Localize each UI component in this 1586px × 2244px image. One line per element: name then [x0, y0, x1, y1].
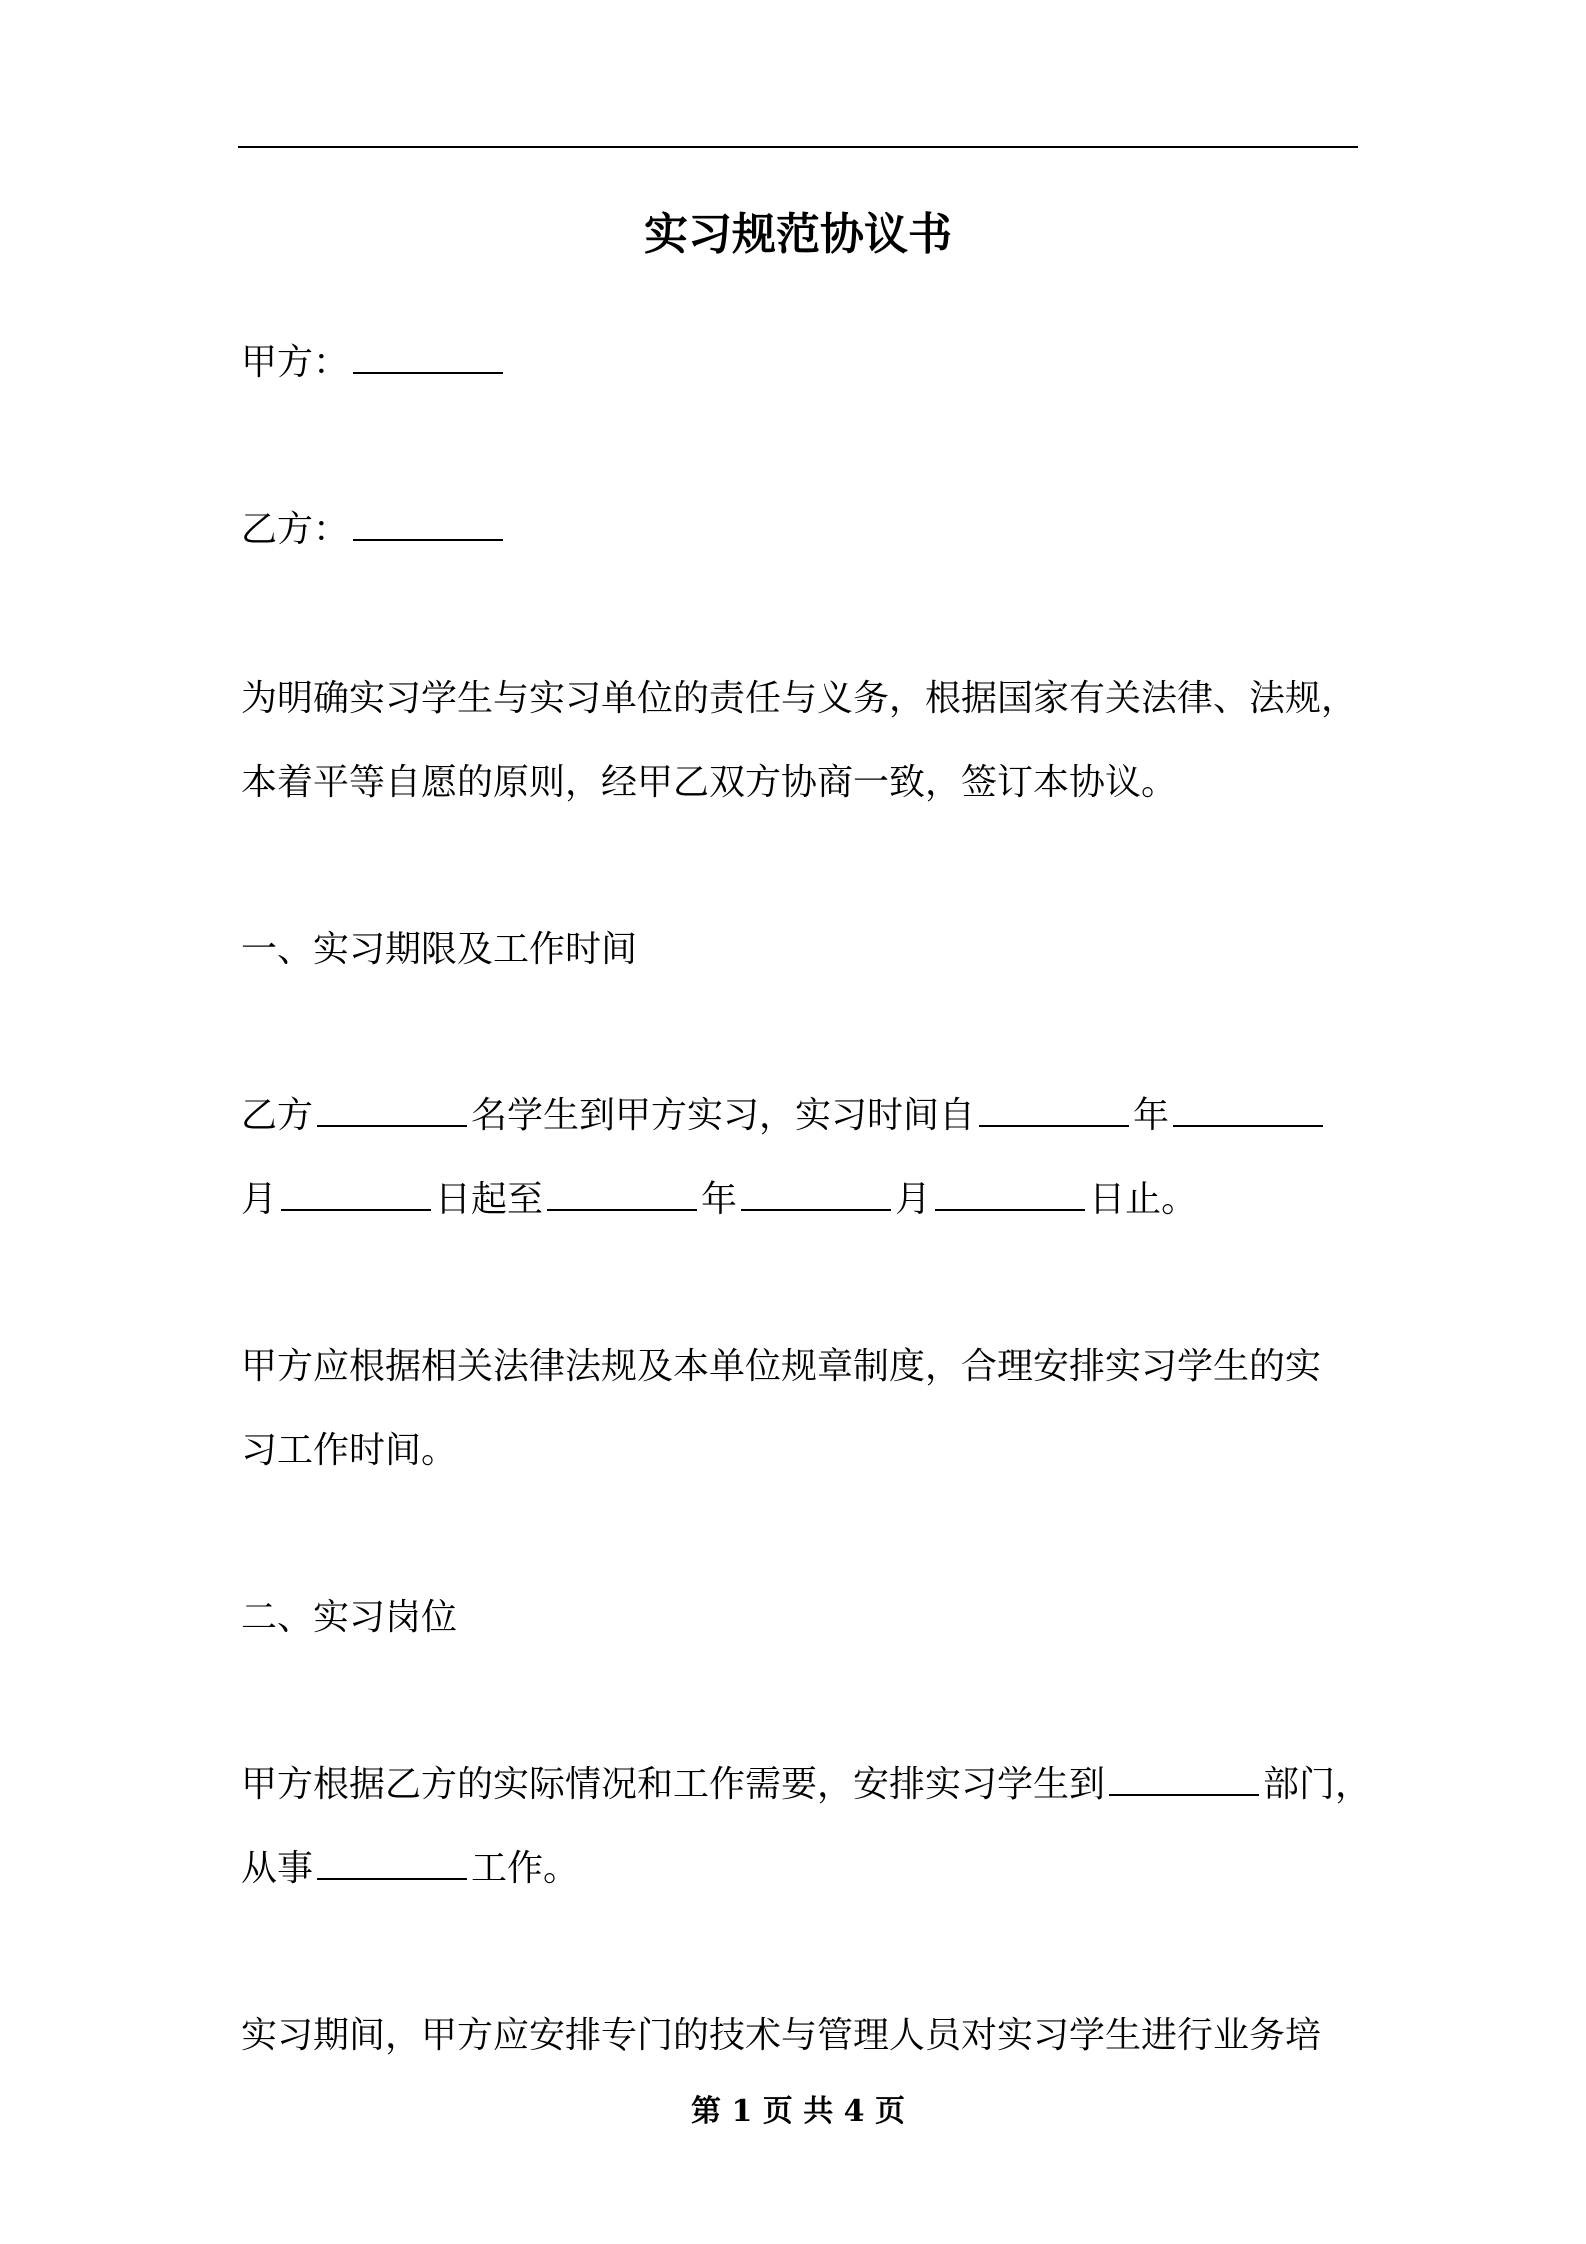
s2p2-text-a: 从事	[241, 1848, 314, 1889]
section-1-heading: 一、实习期限及工作时间	[241, 929, 638, 970]
end-day-blank	[935, 1179, 1085, 1211]
s1p1-text-c: 年	[1133, 1095, 1170, 1136]
student-count-blank	[317, 1095, 467, 1127]
section-1-paragraph-1-line-2	[241, 1170, 1401, 1230]
s2p1-text-a: 甲方根据乙方的实际情况和工作需要，安排实习学生到	[241, 1764, 1106, 1805]
department-blank	[1109, 1764, 1259, 1796]
start-year-blank	[979, 1095, 1129, 1127]
party-a-line	[241, 333, 1401, 393]
s1p1-text-b: 名学生到甲方实习，实习时间自	[471, 1095, 976, 1136]
s1p2-text-e: 日止。	[1089, 1179, 1198, 1220]
s1p2-text-c: 年	[701, 1179, 738, 1220]
start-month-blank	[1173, 1095, 1323, 1127]
job-blank	[317, 1848, 467, 1880]
s1p2-text-d: 月	[895, 1179, 932, 1220]
party-b-label: 乙方：	[241, 509, 350, 550]
section-2-heading: 二、实习岗位	[241, 1597, 458, 1638]
section-1-paragraph-1-line-1	[241, 1086, 1401, 1146]
s2p1-text-b: 部门，	[1263, 1764, 1372, 1805]
s2p2-text-b: 工作。	[471, 1848, 580, 1889]
party-a-blank	[353, 342, 503, 374]
section-1-paragraph-2-line-1: 甲方应根据相关法律法规及本单位规章制度，合理安排实习学生的实	[241, 1346, 1322, 1387]
preamble-line-2: 本着平等自愿的原则，经甲乙双方协商一致，签订本协议。	[241, 762, 1178, 803]
s1p2-text-b: 日起至	[435, 1179, 544, 1220]
party-a-label: 甲方：	[241, 342, 350, 383]
header-rule	[238, 146, 1358, 148]
document-title: 实习规范协议书	[644, 209, 952, 260]
section-2-paragraph-1-line-1	[241, 1755, 1401, 1815]
end-month-blank	[741, 1179, 891, 1211]
end-year-blank	[547, 1179, 697, 1211]
section-1-paragraph-2-line-2: 习工作时间。	[241, 1430, 458, 1471]
section-2-paragraph-2-line-1: 实习期间，甲方应安排专门的技术与管理人员对实习学生进行业务培	[241, 2015, 1322, 2056]
s1p2-text-a: 月	[241, 1179, 278, 1220]
preamble-line-1: 为明确实习学生与实习单位的责任与义务，根据国家有关法律、法规，	[241, 678, 1358, 719]
party-b-blank	[353, 509, 503, 541]
section-2-paragraph-1-line-2	[241, 1839, 1401, 1899]
page-indicator: 第 1 页 共 4 页	[691, 2094, 905, 2129]
s1p1-text-a: 乙方	[241, 1095, 314, 1136]
start-day-blank	[281, 1179, 431, 1211]
party-b-line	[241, 500, 1401, 560]
